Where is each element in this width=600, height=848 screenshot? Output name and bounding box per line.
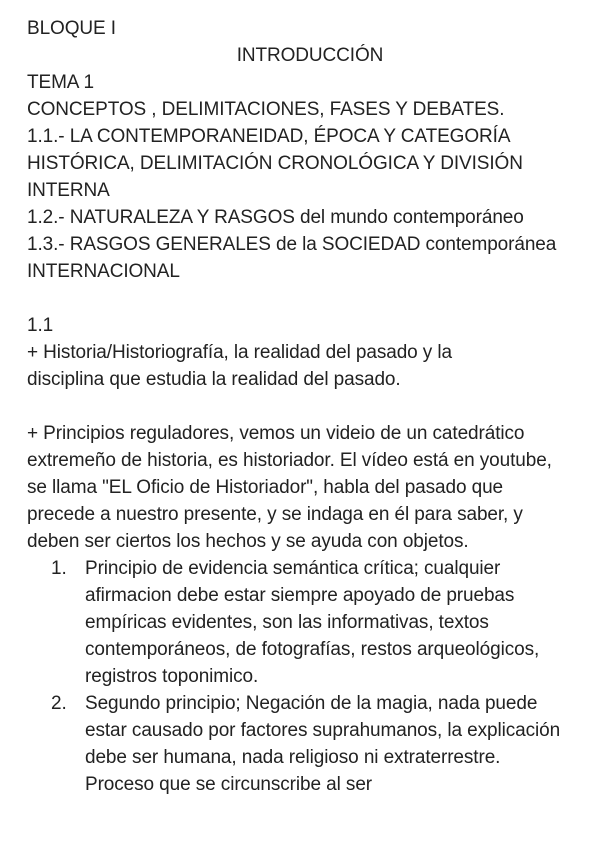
list-item-text: Segundo principio; Negación de la magia, nada puede estar causado por factores suprahumanos, la explicación debe ser humana, nada religioso ni extraterrestre. Proceso que se circunscribe al ser — [85, 693, 561, 795]
list-item-text: Principio de evidencia semántica crítica; cualquier afirmacion debe estar siempre apoyado de pruebas empíricas evidentes, son las informativas, textos contemporáneos, de fotografías, restos arqueológicos, registros toponimico. — [85, 558, 540, 687]
list-item — [27, 555, 565, 690]
subsection-heading: 1.1 — [27, 315, 54, 336]
toc-item-1-1: 1.1.- LA CONTEMPORANEIDAD, ÉPOCA Y CATEGORÍA HISTÓRICA, DELIMITACIÓN CRONOLÓGICA Y DIVISIÓN INTERNA — [27, 126, 523, 201]
tema-title: CONCEPTOS , DELIMITACIONES, FASES Y DEBATES. — [27, 99, 505, 120]
principles-list — [27, 555, 587, 798]
toc-item-1-3: 1.3.- RASGOS GENERALES de la SOCIEDAD contemporánea INTERNACIONAL — [27, 234, 557, 282]
list-number: 2. — [51, 693, 67, 714]
tema-heading: TEMA 1 — [27, 72, 94, 93]
list-item — [27, 690, 565, 798]
section-title: INTRODUCCIÓN — [236, 45, 384, 66]
paragraph-principios: + Principios reguladores, vemos un videio de un catedrático extremeño de historia, es historiador. El vídeo está en youtube, se llama "EL Oficio de Historiador", habla del pasado que precede a nuestro presente, y se indaga en él para saber, y deben ser ciertos los hechos y se ayuda con objetos. — [27, 423, 552, 552]
paragraph-historia: + Historia/Historiografía, la realidad del pasado y la disciplina que estudia la realidad del pasado. — [27, 342, 452, 390]
toc-item-1-2: 1.2.- NATURALEZA Y RASGOS del mundo contemporáneo — [27, 207, 524, 228]
bloque-heading: BLOQUE I — [27, 18, 116, 39]
list-number: 1. — [51, 558, 67, 579]
spacer — [27, 285, 587, 312]
spacer — [27, 393, 587, 420]
document-page — [27, 15, 587, 798]
